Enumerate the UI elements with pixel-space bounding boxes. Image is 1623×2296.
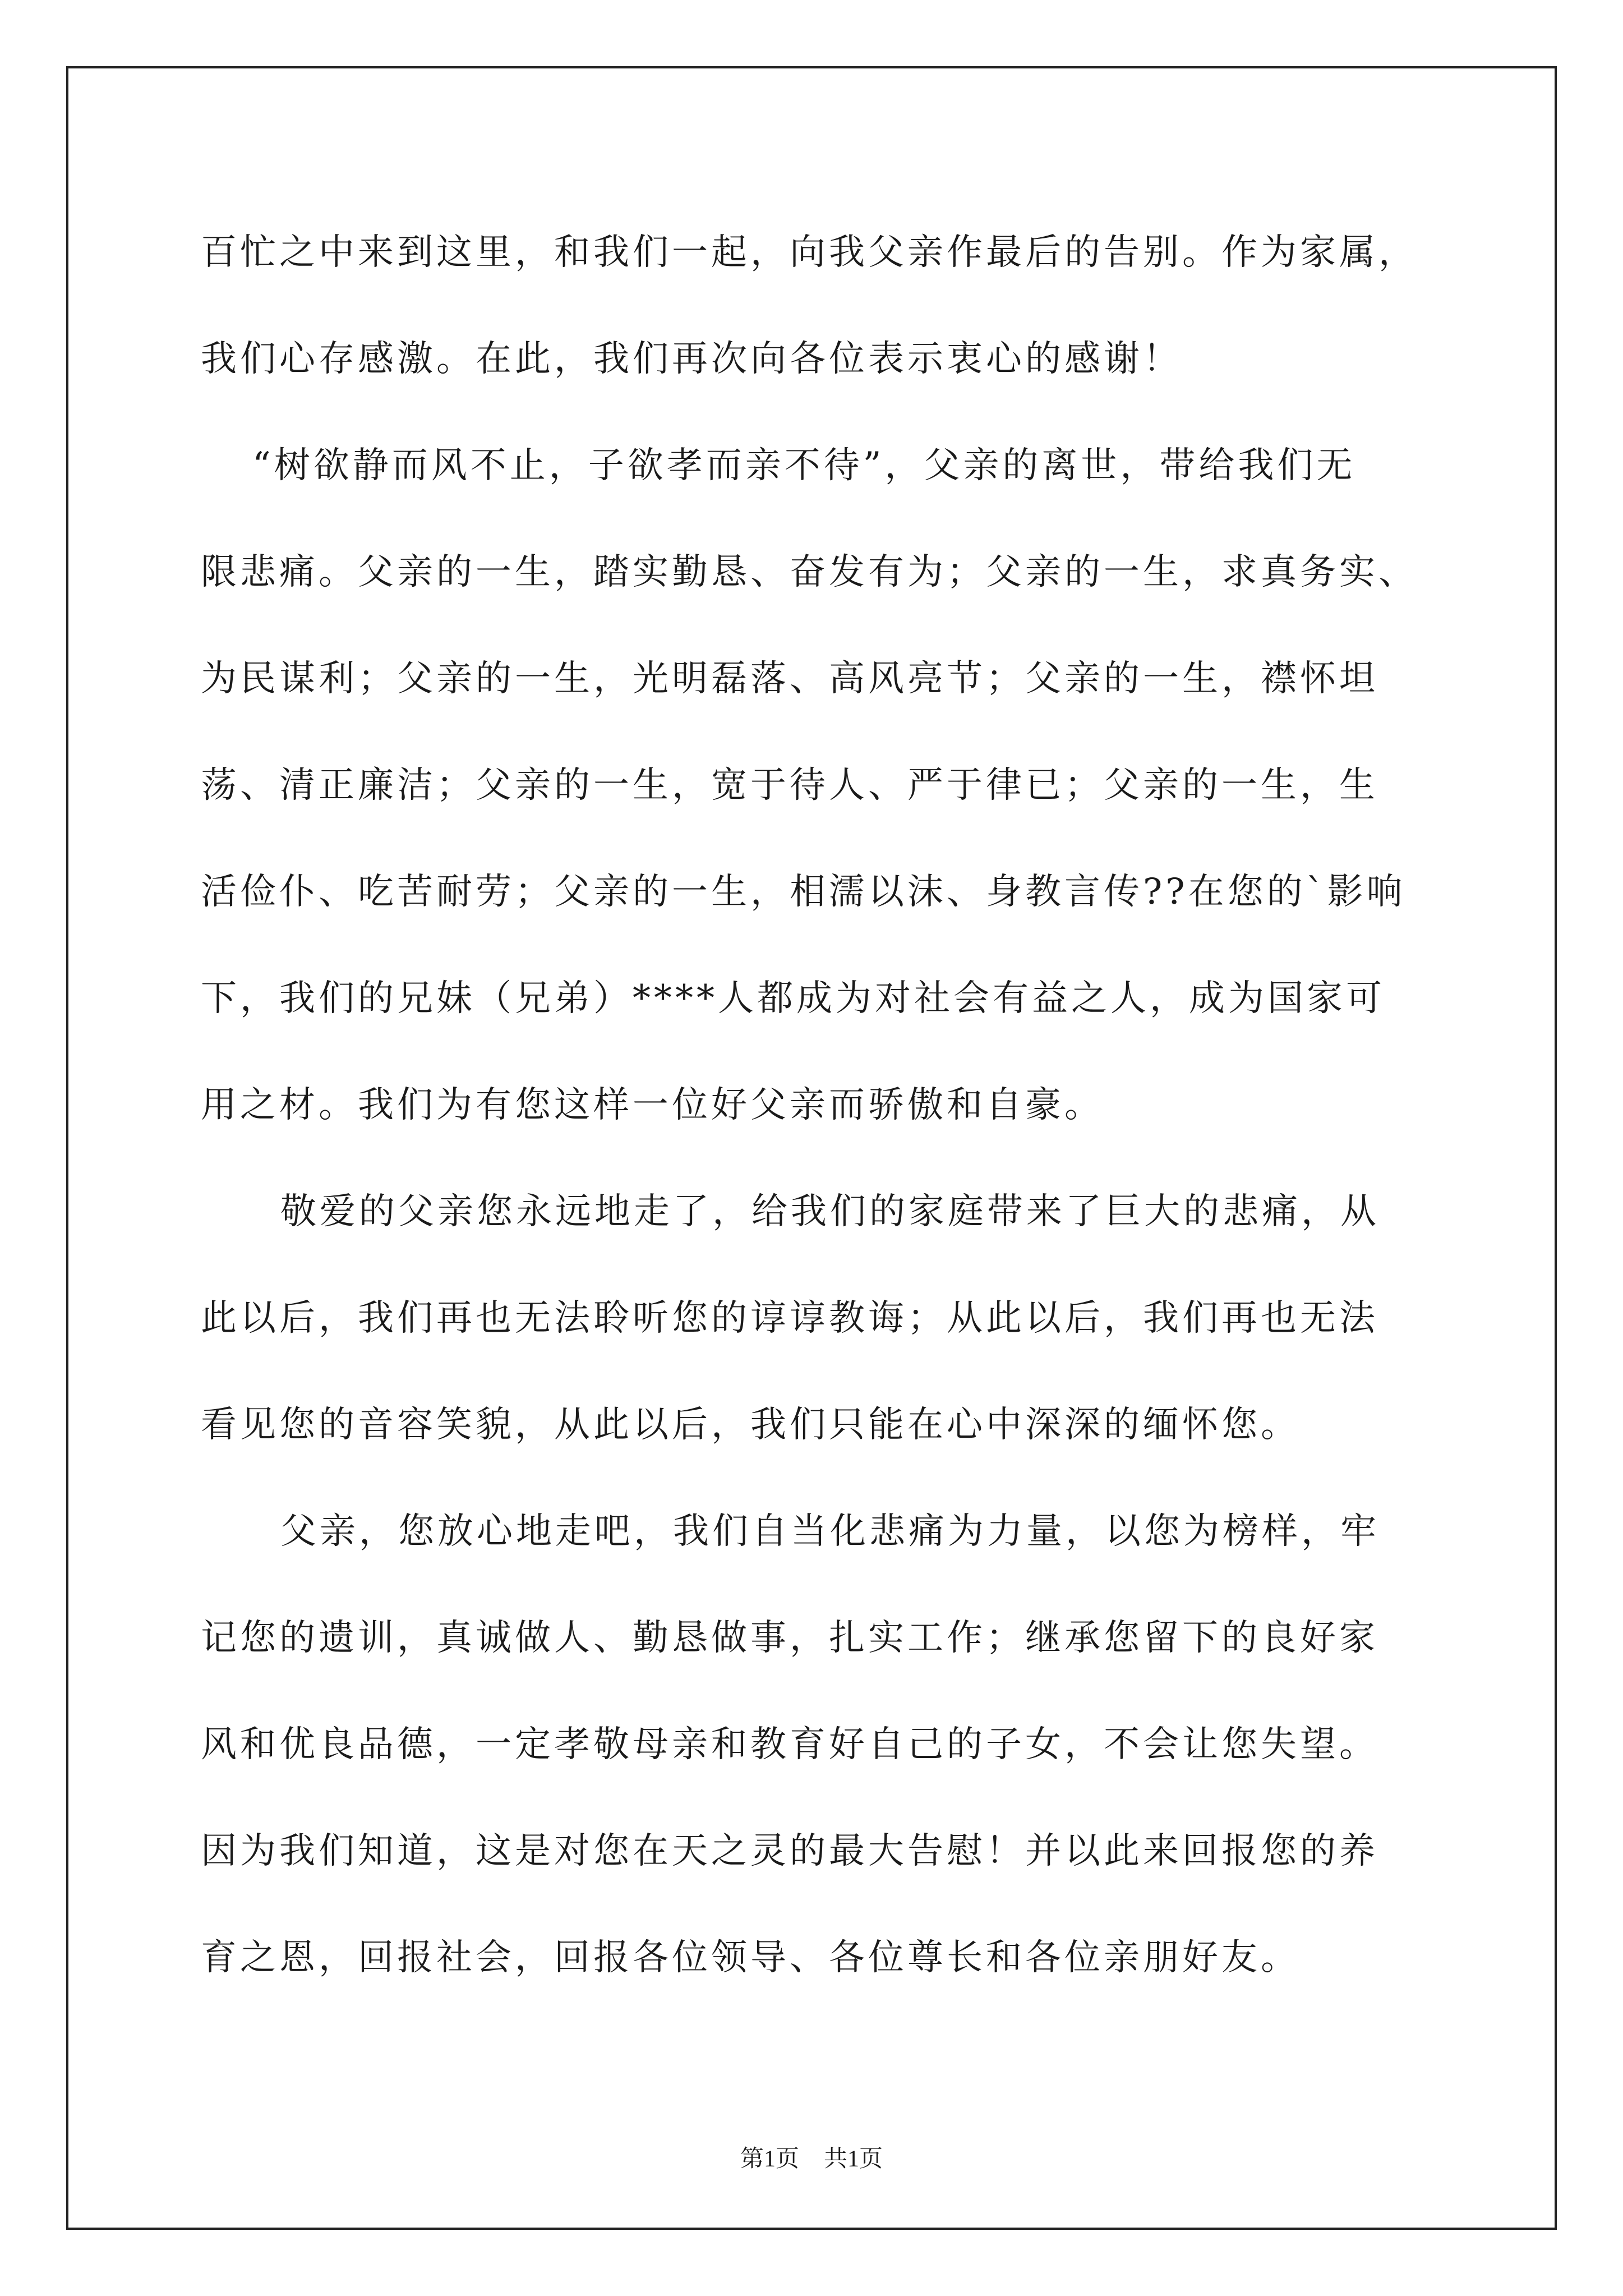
- text-line: 看见您的音容笑貌，从此以后，我们只能在心中深深的缅怀您。: [201, 1404, 1300, 1446]
- text-line: 荡、清正廉洁；父亲的一生，宽于待人、严于律已；父亲的一生，生: [201, 765, 1378, 806]
- text-line: 育之恩，回报社会，回报各位领导、各位尊长和各位亲朋好友。: [201, 1937, 1300, 1978]
- text-line: 下，我们的兄妹（兄弟）****人都成为对社会有益之人，成为国家可: [201, 978, 1385, 1019]
- text-line: 因为我们知道，这是对您在天之灵的最大告慰！并以此来回报您的养: [201, 1830, 1378, 1872]
- paragraph-first-line: 敬爱的父亲您永远地走了，给我们的家庭带来了巨大的悲痛，从: [280, 1191, 1380, 1232]
- text-line: 此以后，我们再也无法聆听您的谆谆教诲；从此以后，我们再也无法: [201, 1297, 1378, 1339]
- paragraph-first-line: “树欲静而风不止，子欲孝而亲不待”，父亲的离世，带给我们无: [252, 445, 1356, 486]
- text-line: 风和优良品德，一定孝敬母亲和教育好自己的子女，不会让您失望。: [201, 1724, 1378, 1765]
- text-line: 用之材。我们为有您这样一位好父亲而骄傲和自豪。: [201, 1084, 1104, 1126]
- text-line: 限悲痛。父亲的一生，踏实勤恳、奋发有为；父亲的一生，求真务实、: [201, 551, 1418, 593]
- text-line: 记您的遗训，真诚做人、勤恳做事，扎实工作；继承您留下的良好家: [201, 1617, 1378, 1659]
- text-line: 活俭仆、吃苦耐劳；父亲的一生，相濡以沫、身教言传??在您的`影响: [201, 871, 1406, 913]
- total-pages: 共1页: [824, 2146, 883, 2172]
- paragraph-first-line: 父亲，您放心地走吧，我们自当化悲痛为力量，以您为榜样，牢: [280, 1511, 1380, 1552]
- page-border: [66, 66, 1557, 2230]
- text-line: 为民谋利；父亲的一生，光明磊落、高风亮节；父亲的一生，襟怀坦: [201, 658, 1378, 700]
- text-line: 百忙之中来到这里，和我们一起，向我父亲作最后的告别。作为家属，: [201, 232, 1418, 273]
- text-line: 我们心存感激。在此，我们再次向各位表示衷心的感谢！: [201, 338, 1182, 380]
- page-number: 第1页: [740, 2146, 799, 2172]
- page-footer: [0, 2147, 1623, 2171]
